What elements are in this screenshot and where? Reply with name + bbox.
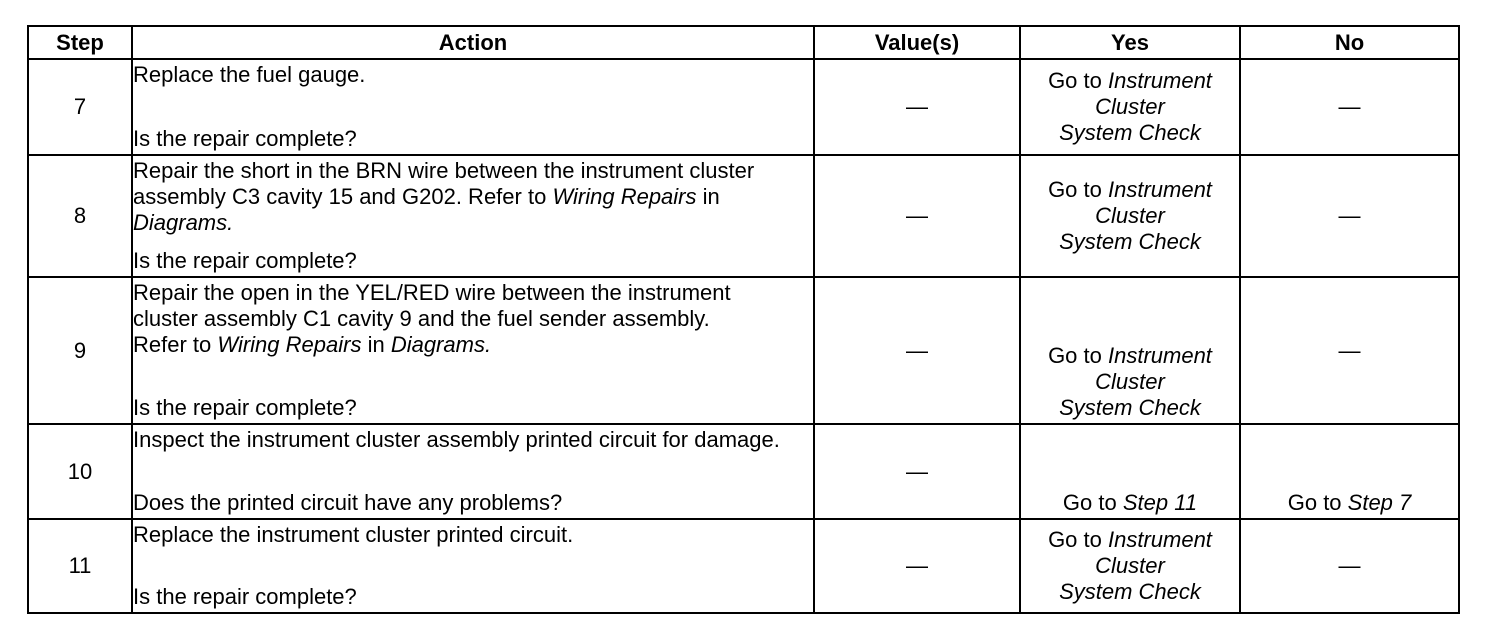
header-no: No [1240,26,1459,59]
yes-cell: Go to Step 11 [1020,424,1240,519]
value-cell: — [814,277,1020,424]
step-number: 9 [28,277,132,424]
action-text: Repair the open in the YEL/RED wire between the instrument cluster assembly C1 cavity 9 and the fuel sender assembly. Refer to Wiring Repairs in Diagrams. [133,280,731,357]
action-cell [132,59,814,155]
step-number: 8 [28,155,132,277]
step-number: 10 [28,424,132,519]
yes-cell: Go to Instrument Cluster System Check [1020,59,1240,155]
no-cell: — [1240,155,1459,277]
table-row [28,59,1459,155]
value-cell: — [814,155,1020,277]
header-action: Action [132,26,814,59]
step-number: 7 [28,59,132,155]
no-cell: — [1240,519,1459,613]
yes-link[interactable]: Instrument [1107,343,1212,368]
action-cell [132,519,814,613]
value-cell: — [814,424,1020,519]
action-cell [132,424,814,519]
action-text: Replace the fuel gauge. [133,62,366,87]
table-row [28,519,1459,613]
no-link[interactable]: Step 7 [1347,490,1412,515]
no-cell: — [1240,59,1459,155]
header-step: Step [28,26,132,59]
action-question: Does the printed circuit have any problems? [133,490,563,515]
action-text: Repair the short in the BRN wire between the instrument cluster assembly C3 cavity 15 and G202. Refer to Wiring Repairs in Diagrams. [133,158,755,235]
step-number: 11 [28,519,132,613]
action-text: Inspect the instrument cluster assembly printed circuit for damage. [133,427,780,452]
yes-cell: Go to Instrument Cluster System Check [1020,277,1240,424]
yes-cell: Go to Instrument Cluster System Check [1020,155,1240,277]
diagnostic-table [27,25,1460,614]
action-question: Is the repair complete? [133,584,357,609]
yes-link[interactable]: Instrument [1107,68,1212,93]
header-row [28,26,1459,59]
table-row [28,155,1459,277]
diagrams-link[interactable]: Diagrams. [390,332,492,357]
action-cell [132,155,814,277]
table-row [28,424,1459,519]
header-yes: Yes [1020,26,1240,59]
yes-link[interactable]: Instrument [1107,177,1212,202]
yes-link[interactable]: Instrument [1107,527,1212,552]
header-values: Value(s) [814,26,1020,59]
wiring-repairs-link[interactable]: Wiring Repairs [217,332,362,357]
action-question: Is the repair complete? [133,395,357,420]
diagrams-link[interactable]: Diagrams. [133,210,234,235]
no-cell: — [1240,277,1459,424]
value-cell: — [814,59,1020,155]
action-cell [132,277,814,424]
table-row [28,277,1459,424]
yes-link[interactable]: Step 11 [1122,490,1198,515]
no-cell: Go to Step 7 [1240,424,1459,519]
action-question: Is the repair complete? [133,126,357,151]
wiring-repairs-link[interactable]: Wiring Repairs [552,184,697,209]
value-cell: — [814,519,1020,613]
yes-cell: Go to Instrument Cluster System Check [1020,519,1240,613]
action-question: Is the repair complete? [133,248,357,273]
action-text: Replace the instrument cluster printed circuit. [133,522,574,547]
